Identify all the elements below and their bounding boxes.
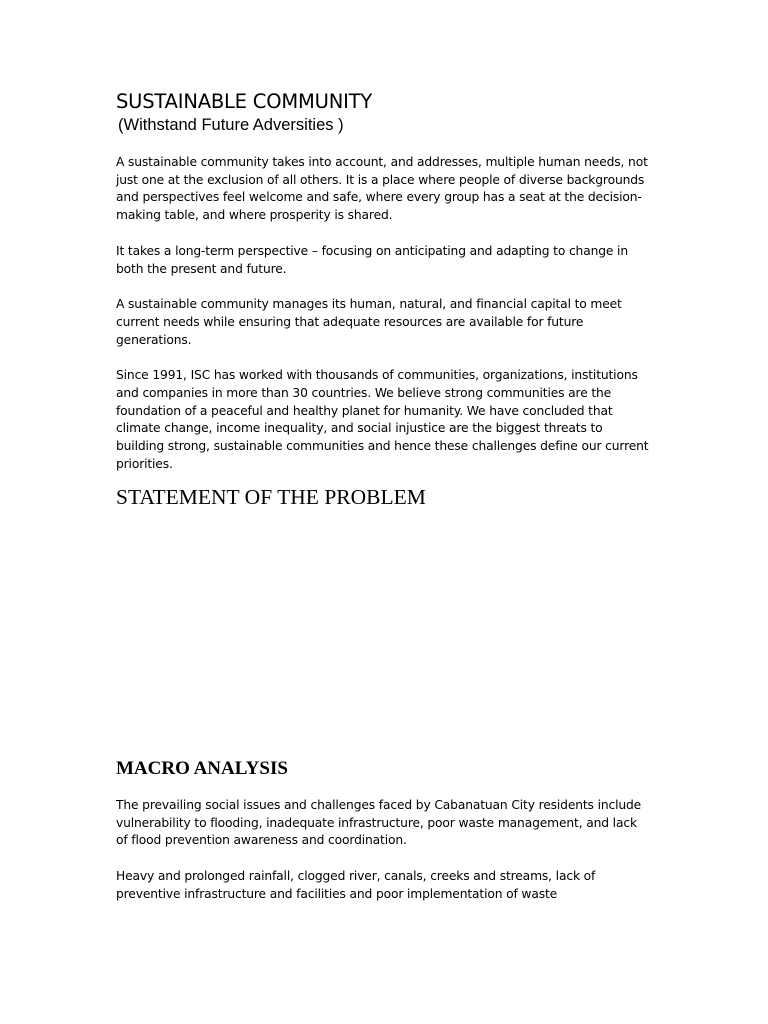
document-title: SUSTAINABLE COMMUNITY xyxy=(116,90,373,113)
macro-analysis-heading: MACRO ANALYSIS xyxy=(116,758,288,779)
macro-analysis-body xyxy=(116,797,652,904)
body-paragraph: Since 1991, ISC has worked with thousands of communities, organizations, institutions and companies in more than 30 countries. We believe strong communities are the foundation of a peaceful and healthy planet for humanity. We have concluded that climate change, income inequality, and social injustice are the biggest threats to building strong, sustainable communities and hence these challenges define our current priorities. xyxy=(116,368,649,471)
document-subtitle: (Withstand Future Adversities ) xyxy=(118,116,344,134)
body-paragraph: The prevailing social issues and challenges faced by Cabanatuan City residents include vulnerability to flooding, inadequate infrastructure, poor waste management, and lack of flood prevention awareness and coordination. xyxy=(116,798,642,848)
body-paragraph: A sustainable community manages its human, natural, and financial capital to meet current needs while ensuring that adequate resources are available for future generations. xyxy=(116,297,622,347)
body-paragraph: Heavy and prolonged rainfall, clogged river, canals, creeks and streams, lack of preventive infrastructure and facilities and poor implementation of waste xyxy=(116,869,596,901)
document-content xyxy=(116,90,652,901)
body-paragraph: It takes a long-term perspective – focusing on anticipating and adapting to change in both the present and future. xyxy=(116,243,628,276)
problem-heading: STATEMENT OF THE PROBLEM xyxy=(116,484,426,509)
body-paragraph: A sustainable community takes into account, and addresses, multiple human needs, not just one at the exclusion of all others. It is a place where people of diverse backgrounds and perspectives feel welcome and safe, where every group has a seat at the decision-making table, and where prosperity is shared. xyxy=(116,155,648,223)
